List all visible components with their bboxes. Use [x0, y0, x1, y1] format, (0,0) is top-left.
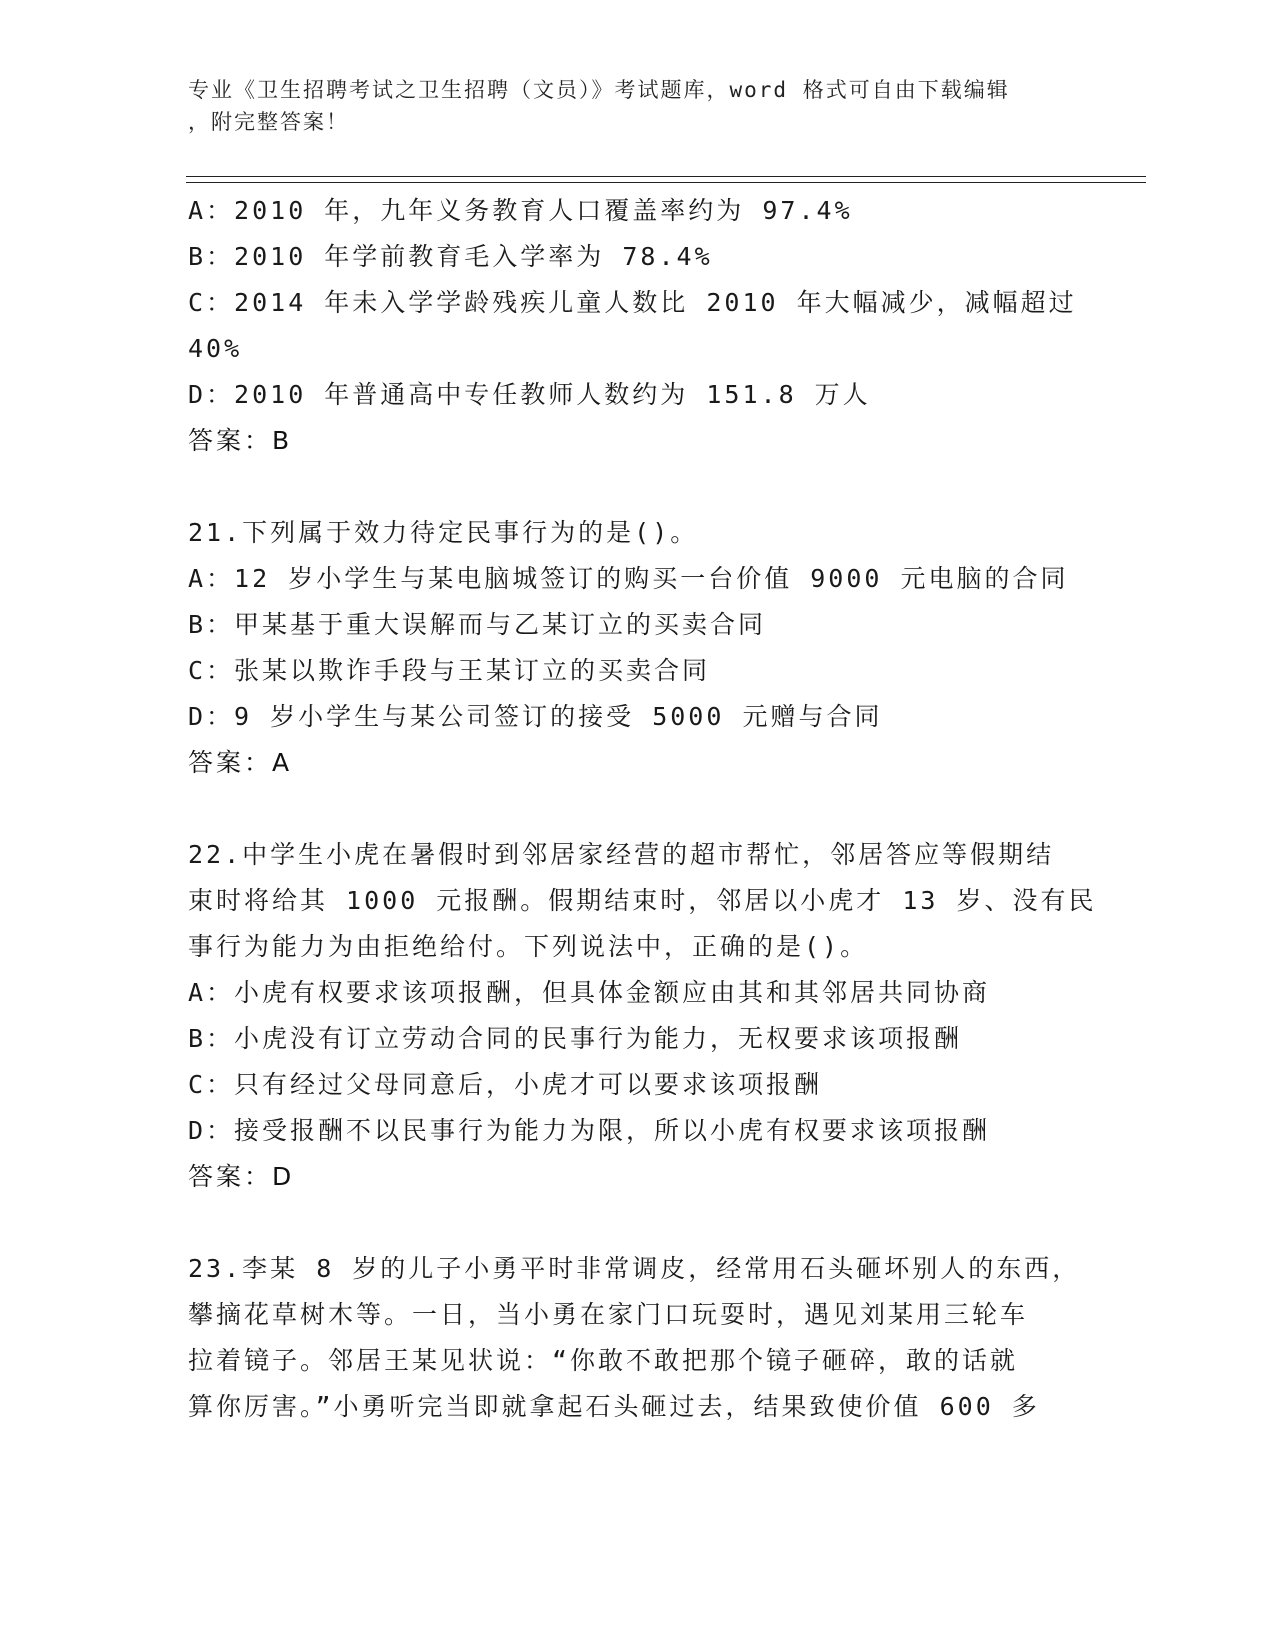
- option-c: C：张某以欺诈手段与王某订立的买卖合同: [188, 656, 711, 685]
- header-rule-bottom: [186, 182, 1146, 183]
- answer: 答案：D: [188, 1162, 295, 1191]
- question-22: [188, 832, 1097, 1200]
- option-a: A：12 岁小学生与某电脑城签订的购买一台价值 9000 元电脑的合同: [188, 564, 1069, 593]
- option-a: A：2010 年，九年义务教育人口覆盖率约为 97.4%: [188, 196, 853, 225]
- question-stem-line-2: 攀摘花草树木等。一日，当小勇在家门口玩耍时，遇见刘某用三轮车: [188, 1300, 1029, 1329]
- option-c: C：2014 年未入学学龄残疾儿童人数比 2010 年大幅减少，减幅超过: [188, 288, 1077, 317]
- question-stem-line-3: 拉着镜子。邻居王某见状说：“你敢不敢把那个镜子砸碎，敢的话就: [188, 1346, 1019, 1375]
- question-23: [188, 1246, 1088, 1430]
- option-d: D：9 岁小学生与某公司签订的接受 5000 元赠与合同: [188, 702, 883, 731]
- option-d: D：2010 年普通高中专任教师人数约为 151.8 万人: [188, 380, 871, 409]
- option-b: B：小虎没有订立劳动合同的民事行为能力，无权要求该项报酬: [188, 1024, 963, 1053]
- answer: 答案：B: [188, 426, 293, 455]
- option-a: A：小虎有权要求该项报酬，但具体金额应由其和其邻居共同协商: [188, 978, 991, 1007]
- spacer: [188, 786, 1088, 832]
- option-b: B：甲某基于重大误解而与乙某订立的买卖合同: [188, 610, 767, 639]
- spacer: [188, 1200, 1088, 1246]
- header-line-2: ，附完整答案！: [188, 110, 349, 134]
- answer: 答案：A: [188, 748, 293, 777]
- option-c: C：只有经过父母同意后，小虎才可以要求该项报酬: [188, 1070, 823, 1099]
- spacer: [188, 464, 1088, 510]
- header-line-1: 专业《卫生招聘考试之卫生招聘（文员）》考试题库，word 格式可自由下载编辑: [188, 78, 1010, 102]
- document-header: [188, 74, 1068, 138]
- option-d: D：接受报酬不以民事行为能力为限，所以小虎有权要求该项报酬: [188, 1116, 991, 1145]
- question-stem-line-1: 22.中学生小虎在暑假时到邻居家经营的超市帮忙，邻居答应等假期结: [188, 840, 1055, 869]
- question-stem-line-2: 束时将给其 1000 元报酬。假期结束时，邻居以小虎才 13 岁、没有民: [188, 886, 1097, 915]
- question-stem: 21.下列属于效力待定民事行为的是()。: [188, 518, 699, 547]
- option-c-continued: 40%: [188, 334, 243, 363]
- option-b: B：2010 年学前教育毛入学率为 78.4%: [188, 242, 713, 271]
- document-body: [188, 188, 1097, 1430]
- question-21: [188, 510, 1088, 786]
- question-20: [188, 188, 1088, 464]
- question-stem-line-1: 23.李某 8 岁的儿子小勇平时非常调皮，经常用石头砸坏别人的东西，: [188, 1254, 1081, 1283]
- header-rule-top: [186, 176, 1146, 177]
- question-stem-line-4: 算你厉害。”小勇听完当即就拿起石头砸过去，结果致使价值 600 多: [188, 1392, 1040, 1421]
- question-stem-line-3: 事行为能力为由拒绝给付。下列说法中，正确的是()。: [188, 932, 869, 961]
